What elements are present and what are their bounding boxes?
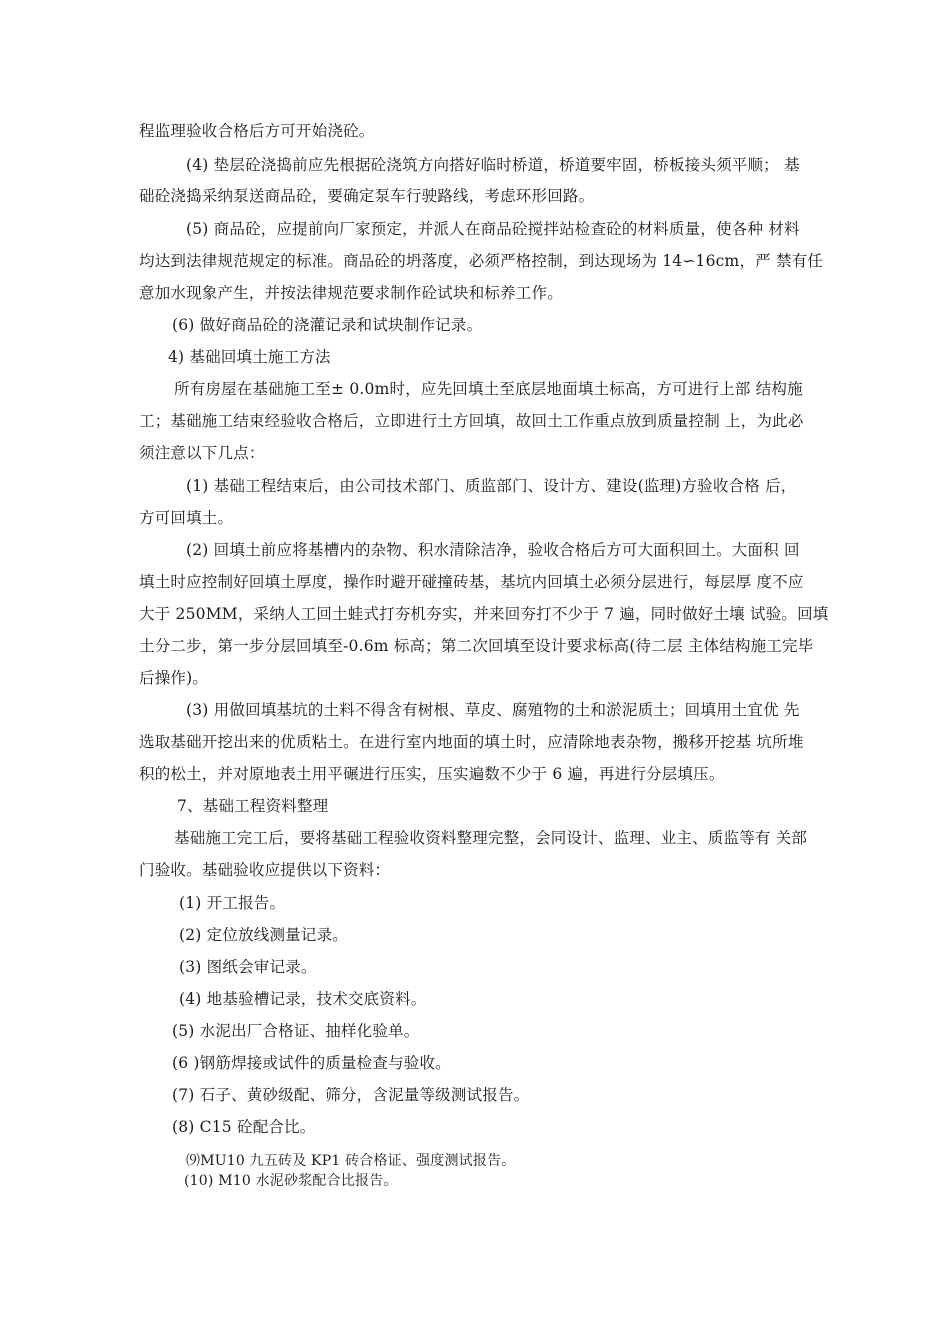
document-list-item: (5) 水泥出厂合格证、抽样化验单。 xyxy=(172,1022,420,1040)
body-text-line: 大于 250MM，采纳人工回土蛙式打夯机夯实，并来回夯打不少于 7 遍，同时做好土壤 试验。回填 xyxy=(139,605,829,623)
body-text-line: 础砼浇捣采纳泵送商品砼，要确定泵车行驶路线，考虑环形回路。 xyxy=(139,187,595,205)
document-list-item: (4) 地基验槽记录，技术交底资料。 xyxy=(179,990,427,1008)
body-text-line: 程监理验收合格后方可开始浇砼。 xyxy=(139,122,375,140)
list-item-3: (3) 用做回填基坑的土料不得含有树根、草皮、腐殖物的土和淤泥质土；回填用土宜优 先 xyxy=(186,701,800,719)
document-list-item: (2) 定位放线测量记录。 xyxy=(179,926,348,944)
body-text-line: 意加水现象产生，并按法律规范要求制作砼试块和标养工作。 xyxy=(139,284,563,302)
body-text-line: 积的松土，并对原地表土用平碾进行压实，压实遍数不少于 6 遍，再进行分层填压。 xyxy=(139,765,725,783)
body-text-line: 均达到法律规范规定的标准。商品砼的坍落度，必须严格控制，到达现场为 14∽16cm，严 禁有任 xyxy=(139,252,824,270)
body-text-line: 土分二步，第一步分层回填至-0.6m 标高；第二次回填至设计要求标高(待二层 主体结构施工完毕 xyxy=(139,637,814,655)
body-text-line: 填土时应控制好回填土厚度，操作时避开碰撞砖基，基坑内回填土必须分层进行，每层厚 度不应 xyxy=(139,573,804,591)
list-item-6: (6) 做好商品砼的浇灌记录和试块制作记录。 xyxy=(172,316,483,334)
body-text-line: 选取基础开挖出来的优质粘土。在进行室内地面的填土时，应清除地表杂物，搬移开挖基 坑所堆 xyxy=(139,733,804,751)
list-item-4: (4) 垫层砼浇捣前应先根据砼浇筑方向搭好临时桥道，桥道要牢固，桥板接头须平顺； 基 xyxy=(186,156,800,174)
document-list-item: (7) 石子、黄砂级配、筛分，含泥量等级测试报告。 xyxy=(172,1086,530,1104)
body-text-line: 后操作)。 xyxy=(139,669,209,687)
list-item-5: (5) 商品砼，应提前向厂家预定，并派人在商品砼搅拌站检查砼的材料质量，使各种 材料 xyxy=(186,220,800,238)
body-text-line: 门验收。基础验收应提供以下资料： xyxy=(139,861,391,879)
section-heading: 4) 基础回填土施工方法 xyxy=(168,348,331,366)
body-text-line: 基础施工完工后，要将基础工程验收资料整理完整，会同设计、监理、业主、质监等有 关部 xyxy=(174,829,808,847)
body-text-line: 工；基础施工结束经验收合格后，立即进行土方回填，故回土工作重点放到质量控制 上，为此必 xyxy=(139,412,804,430)
body-text-line: 须注意以下几点： xyxy=(139,444,265,462)
document-list-item: ⑼MU10 九五砖及 KP1 砖合格证、强度测试报告。 xyxy=(186,1153,516,1169)
body-text-line: 方可回填土。 xyxy=(139,509,234,527)
document-list-item: (1) 开工报告。 xyxy=(179,894,286,912)
list-item-1: (1) 基础工程结束后，由公司技术部门、质监部门、设计方、建设(监理)方验收合格 后， xyxy=(186,477,797,495)
document-list-item: (6 )钢筋焊接或试件的质量检查与验收。 xyxy=(172,1054,451,1072)
body-text-line: 所有房屋在基础施工至± 0.0m时，应先回填土至底层地面填土标高，方可进行上部 结构施 xyxy=(174,380,803,398)
section-heading: 7、基础工程资料整理 xyxy=(177,797,329,815)
document-list-item: (10) M10 水泥砂浆配合比报告。 xyxy=(184,1173,398,1189)
document-list-item: (3) 图纸会审记录。 xyxy=(179,958,317,976)
document-list-item: (8) C15 砼配合比。 xyxy=(172,1118,316,1136)
list-item-2: (2) 回填土前应将基槽内的杂物、积水清除洁净，验收合格后方可大面积回土。大面积 回 xyxy=(186,541,800,559)
